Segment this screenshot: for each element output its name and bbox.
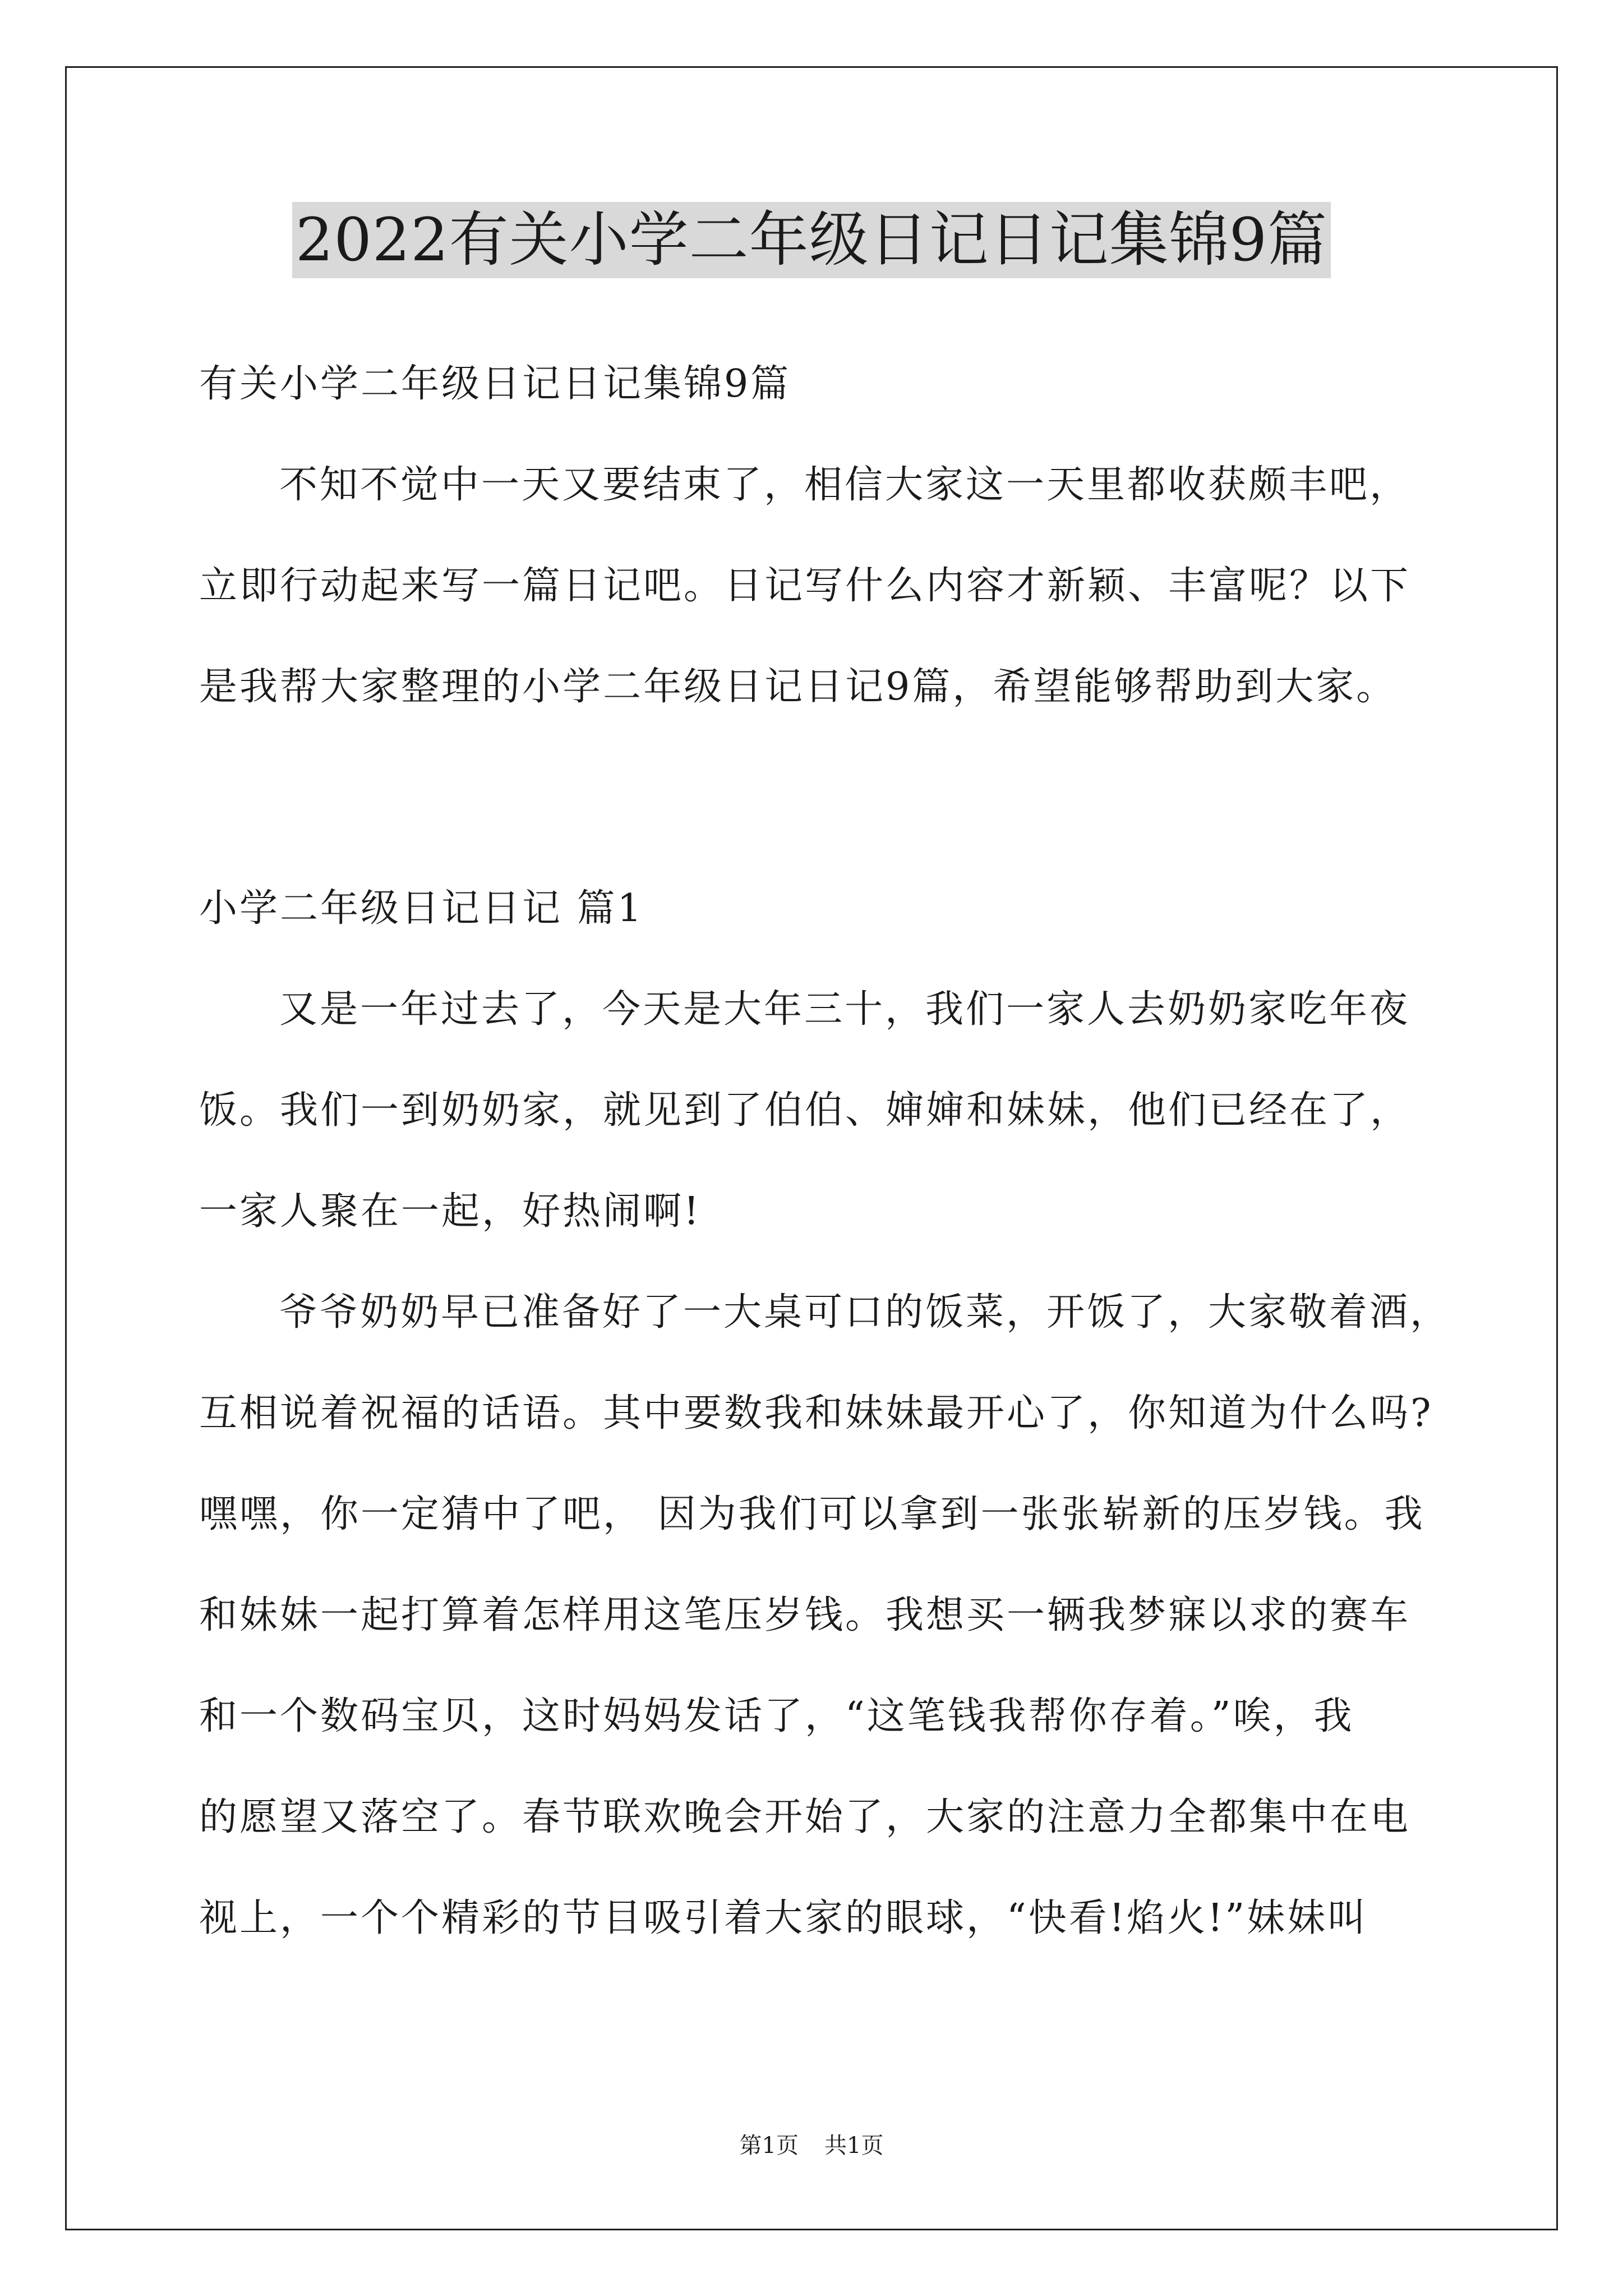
paragraph-line: 嘿嘿，你一定猜中了吧， 因为我们可以拿到一张张崭新的压岁钱。我 xyxy=(199,1492,1425,1536)
page-footer xyxy=(0,2128,1623,2160)
intro-line: 立即行动起来写一篇日记吧。日记写什么内容才新颖、丰富呢？以下 xyxy=(199,564,1411,608)
paragraph-line: 爷爷奶奶早已准备好了一大桌可口的饭菜，开饭了，大家敬着酒， xyxy=(279,1290,1451,1335)
paragraph-line: 的愿望又落空了。春节联欢晚会开始了，大家的注意力全都集中在电 xyxy=(199,1795,1411,1839)
section-heading: 小学二年级日记日记 篇1 xyxy=(199,886,644,931)
page-number-total: 共1页 xyxy=(824,2133,884,2159)
paragraph-line: 和妹妹一起打算着怎样用这笔压岁钱。我想买一辆我梦寐以求的赛车 xyxy=(199,1593,1411,1637)
document-subtitle: 有关小学二年级日记日记集锦9篇 xyxy=(199,362,791,406)
paragraph-line: 和一个数码宝贝，这时妈妈发话了，“这笔钱我帮你存着。”唉，我 xyxy=(199,1694,1354,1738)
page-number-current: 第1页 xyxy=(739,2133,799,2159)
paragraph-line: 饭。我们一到奶奶家，就见到了伯伯、婶婶和妹妹，他们已经在了， xyxy=(199,1088,1411,1133)
paragraph-line: 视上，一个个精彩的节目吸引着大家的眼球，“快看!焰火!”妹妹叫 xyxy=(199,1896,1368,1940)
intro-line: 是我帮大家整理的小学二年级日记日记9篇，希望能够帮助到大家。 xyxy=(199,665,1397,709)
paragraph-line: 一家人聚在一起，好热闹啊! xyxy=(199,1189,702,1234)
intro-line: 不知不觉中一天又要结束了，相信大家这一天里都收获颇丰吧， xyxy=(279,463,1410,507)
document-title: 2022有关小学二年级日记日记集锦9篇 xyxy=(292,202,1331,278)
paragraph-line: 互相说着祝福的话语。其中要数我和妹妹最开心了，你知道为什么吗? xyxy=(199,1391,1433,1435)
title-container xyxy=(0,202,1623,278)
paragraph-line: 又是一年过去了，今天是大年三十，我们一家人去奶奶家吃年夜 xyxy=(279,987,1410,1032)
